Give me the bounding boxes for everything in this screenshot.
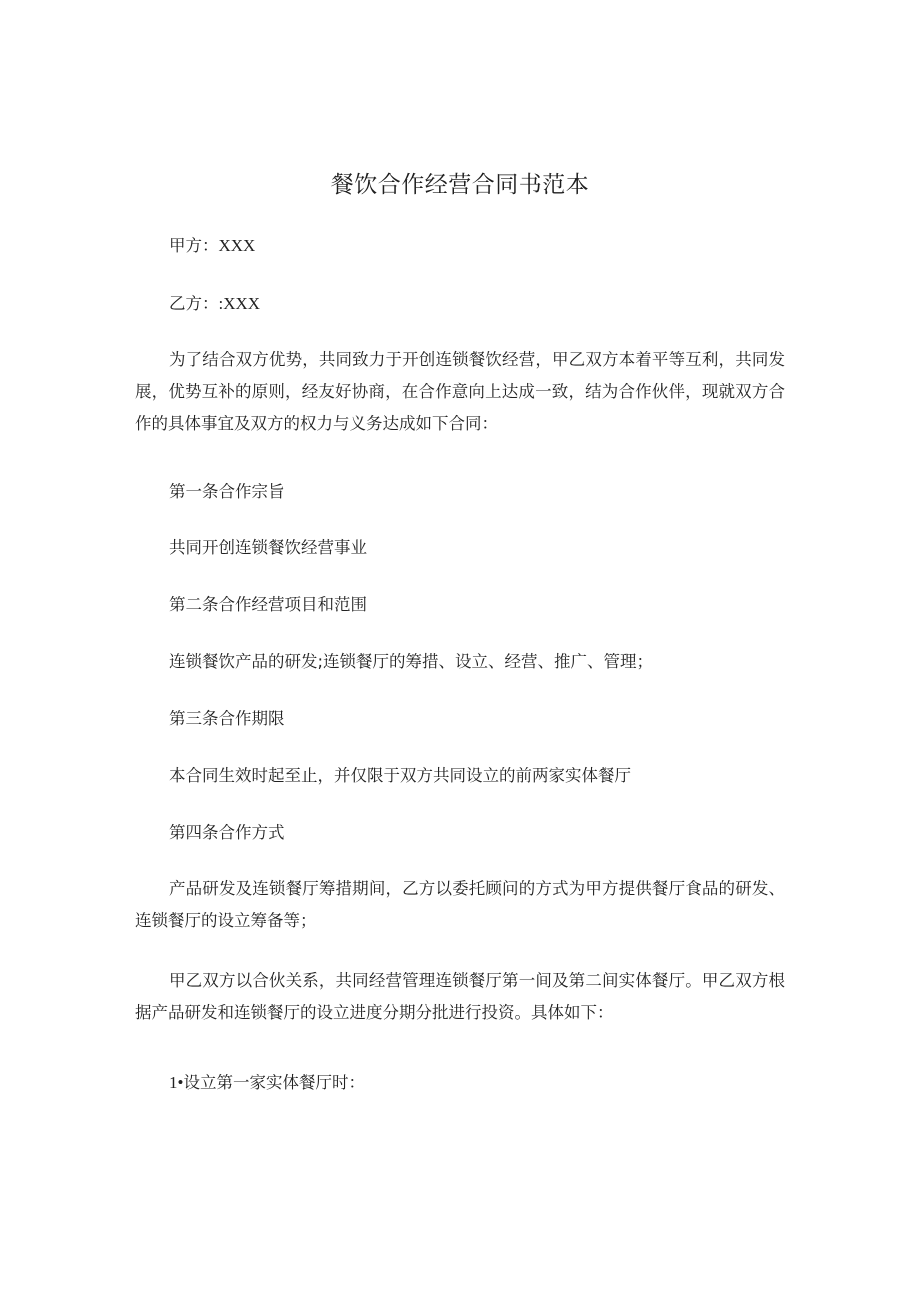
item1-line <box>169 1072 365 1094</box>
party-b-label: 乙方： <box>169 294 219 313</box>
party-a-label: 甲方： <box>169 236 219 255</box>
party-a-value: XXX <box>218 236 256 255</box>
article4-paragraph-1: 产品研发及连锁餐厅筹措期间，乙方以委托顾问的方式为甲方提供餐厅食品的研发、连锁餐厅的设立筹备等； <box>135 879 785 930</box>
article1-text: 共同开创连锁餐饮经营事业 <box>169 538 367 557</box>
article4-paragraph-2: 甲乙双方以合伙关系，共同经营管理连锁餐厅第一间及第二间实体餐厅。甲乙双方根据产品研发和连锁餐厅的设立进度分期分批进行投资。具体如下： <box>135 971 785 1022</box>
article1-heading: 第一条合作宗旨 <box>169 482 285 501</box>
article3-heading: 第三条合作期限 <box>169 709 285 728</box>
article2-heading: 第二条合作经营项目和范围 <box>169 595 367 614</box>
party-a-line <box>169 235 255 257</box>
party-b-line <box>169 293 260 315</box>
article3-text: 本合同生效时起至止，并仅限于双方共同设立的前两家实体餐厅 <box>169 766 631 785</box>
party-b-value: :XXX <box>218 294 261 313</box>
article4-heading: 第四条合作方式 <box>169 823 285 842</box>
item1-text: 设立第一家实体餐厅时： <box>183 1073 365 1092</box>
intro-paragraph: 为了结合双方优势，共同致力于开创连锁餐饮经营，甲乙双方本着平等互利，共同发展，优势互补的原则，经友好协商，在合作意向上达成一致，结为合作伙伴，现就双方合作的具体事宜及双方的权力与义务达成如下合同： <box>135 350 785 433</box>
item1-number: 1• <box>169 1073 184 1092</box>
document-title: 餐饮合作经营合同书范本 <box>330 172 590 198</box>
article2-text: 连锁餐饮产品的研发;连锁餐厅的筹措、设立、经营、推广、管理； <box>169 652 654 671</box>
